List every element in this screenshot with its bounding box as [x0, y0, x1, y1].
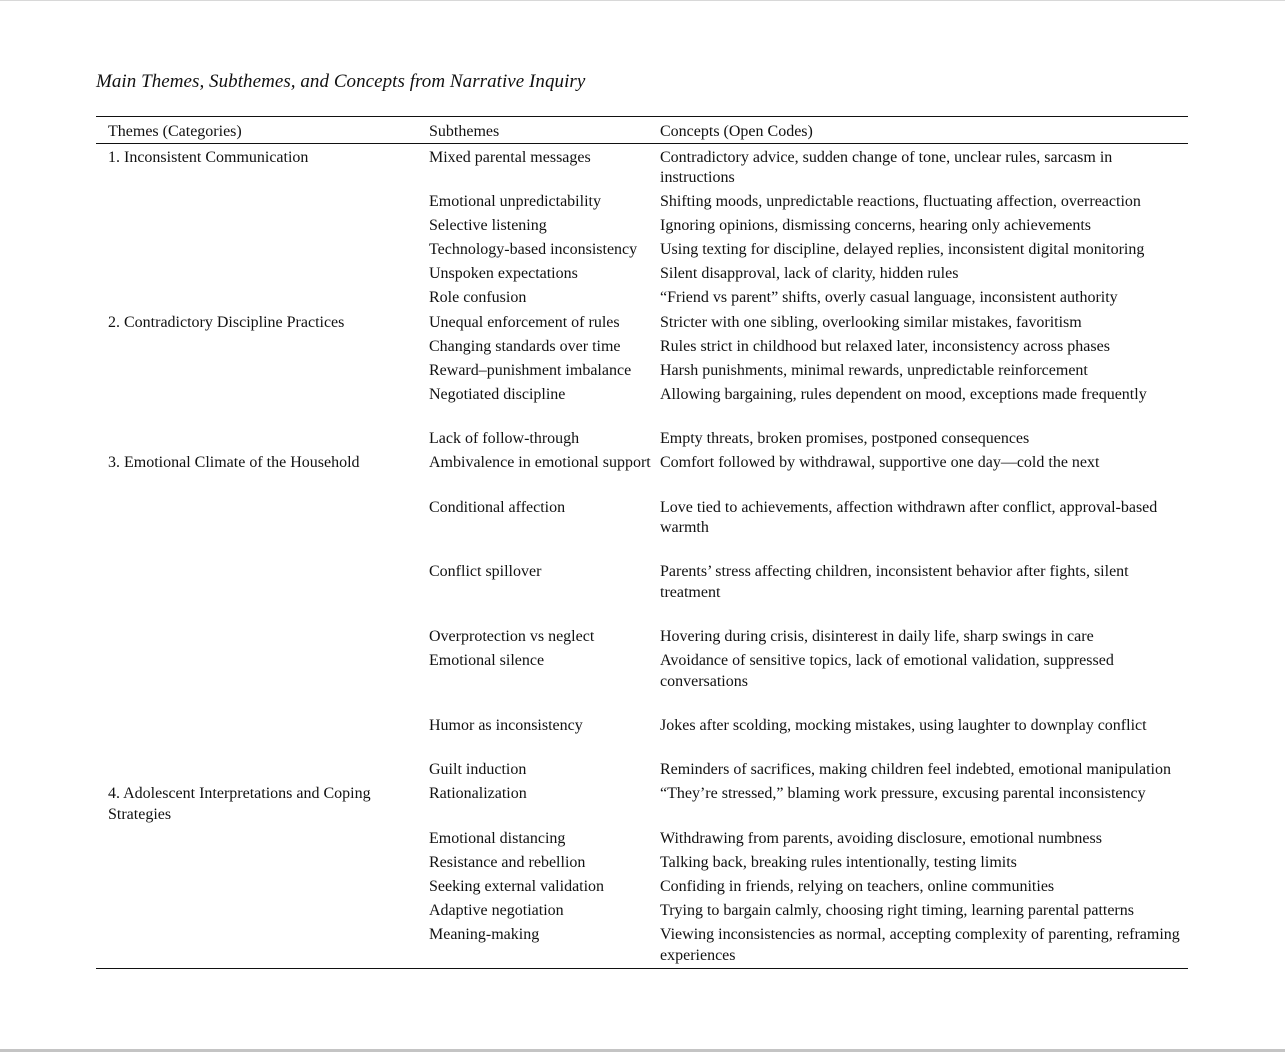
header-themes: Themes (Categories)	[108, 123, 242, 140]
subtheme-cell: Emotional distancing	[429, 830, 566, 847]
table-row	[96, 359, 1188, 383]
table-row	[96, 783, 1188, 828]
theme-cell	[96, 427, 429, 451]
table-row	[96, 190, 1188, 214]
subtheme-cell: Seeking external validation	[429, 878, 605, 896]
subtheme-cell: Overprotection vs neglect	[429, 628, 595, 646]
table-row	[96, 625, 1188, 649]
theme-cell	[96, 263, 429, 287]
table-row	[96, 427, 1188, 451]
concepts-cell: Allowing bargaining, rules dependent on mood, exceptions made frequently	[660, 385, 1147, 403]
table-row	[96, 759, 1188, 783]
concepts-cell: Rules strict in childhood but relaxed later, inconsistency across phases	[660, 337, 1110, 355]
theme-cell	[96, 924, 429, 969]
themes-table	[96, 116, 1188, 969]
table-row	[96, 451, 1188, 495]
subtheme-cell: Resistance and rebellion	[429, 854, 586, 872]
concepts-cell: Viewing inconsistencies as normal, accepting complexity of parenting, reframing experiences	[660, 926, 1180, 964]
subtheme-cell: Reward–punishment imbalance	[429, 361, 632, 379]
table-row	[96, 143, 1188, 190]
subtheme-cell: Mixed parental messages	[429, 148, 591, 166]
theme-cell	[96, 359, 429, 383]
concepts-cell: Silent disapproval, lack of clarity, hidden rules	[660, 265, 959, 283]
concepts-cell: Talking back, breaking rules intentionally, testing limits	[660, 854, 1017, 872]
concepts-cell: Shifting moods, unpredictable reactions, fluctuating affection, overreaction	[660, 193, 1141, 211]
concepts-cell: “They’re stressed,” blaming work pressure, excusing parental inconsistency	[660, 785, 1146, 803]
subtheme-cell: Technology-based inconsistency	[429, 241, 638, 259]
theme-cell	[96, 714, 429, 758]
subtheme-cell: Unspoken expectations	[429, 265, 578, 283]
table-row	[96, 924, 1188, 969]
subtheme-cell: Humor as inconsistency	[429, 717, 583, 735]
table-body	[96, 143, 1188, 969]
table-row	[96, 238, 1188, 262]
table-row	[96, 561, 1188, 626]
table-row	[96, 875, 1188, 899]
concepts-cell: Ignoring opinions, dismissing concerns, hearing only achievements	[660, 217, 1092, 235]
table-row	[96, 214, 1188, 238]
table-row	[96, 383, 1188, 427]
theme-cell	[96, 496, 429, 561]
theme-cell	[96, 759, 429, 783]
concepts-cell: Stricter with one sibling, overlooking similar mistakes, favoritism	[660, 313, 1082, 331]
concepts-cell: Parents’ stress affecting children, inconsistent behavior after fights, silent treatment	[660, 563, 1129, 601]
subtheme-cell: Changing standards over time	[429, 337, 621, 355]
table-row	[96, 899, 1188, 923]
subtheme-cell: Guilt induction	[429, 761, 527, 779]
subtheme-cell: Meaning-making	[429, 926, 540, 944]
subtheme-cell: Adaptive negotiation	[429, 902, 564, 920]
table-row	[96, 263, 1188, 287]
subtheme-cell: Selective listening	[429, 217, 547, 235]
theme-cell	[96, 899, 429, 923]
themes-table-container	[96, 116, 1188, 969]
table-row	[96, 335, 1188, 359]
concepts-cell: Jokes after scolding, mocking mistakes, using laughter to downplay conflict	[660, 717, 1147, 735]
theme-cell: 1. Inconsistent Communication	[108, 148, 309, 166]
header-subthemes: Subthemes	[429, 123, 500, 140]
theme-cell: 3. Emotional Climate of the Household	[108, 454, 360, 472]
concepts-cell: “Friend vs parent” shifts, overly casual language, inconsistent authority	[660, 289, 1118, 307]
table-row	[96, 311, 1188, 335]
concepts-cell: Withdrawing from parents, avoiding disclosure, emotional numbness	[660, 830, 1102, 847]
subtheme-cell: Conflict spillover	[429, 563, 542, 581]
theme-cell	[96, 287, 429, 311]
subtheme-cell: Rationalization	[429, 785, 527, 803]
subtheme-cell: Negotiated discipline	[429, 385, 566, 403]
concepts-cell: Contradictory advice, sudden change of tone, unclear rules, sarcasm in instructions	[660, 148, 1113, 186]
theme-cell	[96, 383, 429, 427]
concepts-cell: Avoidance of sensitive topics, lack of emotional validation, suppressed conversations	[660, 652, 1114, 690]
subtheme-cell: Conditional affection	[429, 498, 566, 516]
theme-cell	[96, 335, 429, 359]
subtheme-cell: Unequal enforcement of rules	[429, 313, 620, 331]
theme-cell	[96, 190, 429, 214]
theme-cell: 4. Adolescent Interpretations and Coping Strategies	[108, 785, 371, 823]
theme-cell	[96, 625, 429, 649]
subtheme-cell: Ambivalence in emotional support	[429, 454, 651, 472]
theme-cell	[96, 851, 429, 875]
theme-cell: 2. Contradictory Discipline Practices	[108, 313, 345, 331]
concepts-cell: Confiding in friends, relying on teachers, online communities	[660, 878, 1055, 896]
concepts-cell: Harsh punishments, minimal rewards, unpredictable reinforcement	[660, 361, 1088, 379]
table-row	[96, 851, 1188, 875]
subtheme-cell: Role confusion	[429, 289, 527, 307]
concepts-cell: Empty threats, broken promises, postponed consequences	[660, 430, 1030, 448]
table-row	[96, 714, 1188, 758]
concepts-cell: Trying to bargain calmly, choosing right timing, learning parental patterns	[660, 902, 1134, 920]
theme-cell	[96, 238, 429, 262]
concepts-cell: Hovering during crisis, disinterest in daily life, sharp swings in care	[660, 628, 1094, 646]
concepts-cell: Using texting for discipline, delayed replies, inconsistent digital monitoring	[660, 241, 1145, 259]
theme-cell	[96, 875, 429, 899]
table-row	[96, 496, 1188, 561]
table-header-row	[96, 117, 1188, 144]
subtheme-cell: Emotional silence	[429, 652, 545, 670]
theme-cell	[96, 561, 429, 626]
subtheme-cell: Lack of follow-through	[429, 430, 580, 448]
concepts-cell: Comfort followed by withdrawal, supportive one day—cold the next	[660, 454, 1100, 472]
table-row	[96, 287, 1188, 311]
theme-cell	[96, 214, 429, 238]
subtheme-cell: Emotional unpredictability	[429, 193, 601, 211]
concepts-cell: Reminders of sacrifices, making children feel indebted, emotional manipulation	[660, 761, 1171, 779]
table-caption: Main Themes, Subthemes, and Concepts from Narrative Inquiry	[96, 71, 586, 92]
concepts-cell: Love tied to achievements, affection withdrawn after conflict, approval-based warmth	[660, 498, 1158, 537]
header-concepts: Concepts (Open Codes)	[660, 123, 813, 140]
theme-cell	[96, 649, 429, 714]
theme-cell	[96, 827, 429, 851]
table-row	[96, 649, 1188, 714]
table-row	[96, 827, 1188, 851]
